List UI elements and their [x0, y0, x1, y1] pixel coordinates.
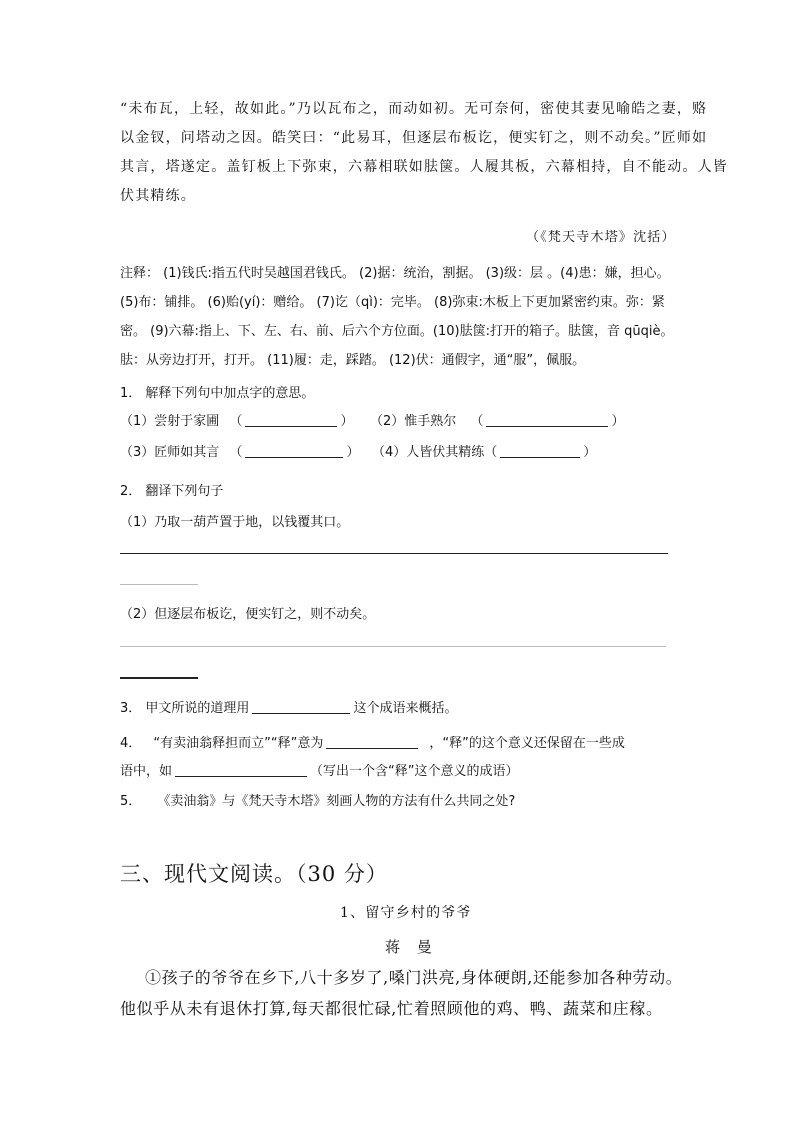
q1-item-3-open: （: [229, 445, 243, 460]
q1-item-3-label: （3）匠师如其言: [120, 445, 220, 460]
article-author: 蒋 曼: [385, 938, 438, 956]
q4-line2-pre: 语中，如: [120, 764, 173, 779]
section-3-heading: 三、现代文阅读。（30 分）: [120, 862, 388, 886]
article-para-line-1: ①孩子的爷爷在乡下,八十多岁了,嗓门洪亮,身体硬朗,还能参加各种劳动。: [145, 968, 683, 987]
q1-item-4-close: ）: [583, 445, 597, 460]
q4-line-2: [120, 760, 519, 779]
q5-text: 《卖油翁》与《梵天寺木塔》刻画人物的方法有什么共同之处?: [157, 794, 516, 809]
note-line-2: (5)布：铺排。 (6)贻(yí)：赠给。 (7)讫（qì)：完毕。 (8)弥束:木板上下更加紧密约束。弥：紧: [120, 295, 665, 310]
q2-title: 翻译下列句子: [145, 484, 224, 499]
q1-item-1-blank[interactable]: [245, 414, 337, 427]
q3-number: 3．: [120, 701, 142, 716]
q1-item-4-label: （4）人皆伏其精练: [372, 445, 485, 460]
q1-item-1-label: （1）尝射于家圃: [120, 414, 220, 429]
article-title: 1、留守乡村的爷爷: [340, 905, 472, 921]
q4-blank-2[interactable]: [175, 764, 307, 777]
classical-line-2: 以金钗，问塔动之因。皓笑曰：“此易耳，但逐层布板讫，便实钉之，则不动矣。”匠师如: [120, 130, 708, 146]
q1-item-2-close: ）: [611, 414, 625, 429]
note-line-3: 密。 (9)六幕:指上、下、左、右、前、后六个方位面。(10)胠箧:打开的箱子。胠箧，音 qūqiè。: [120, 324, 674, 339]
q1-item-4-blank[interactable]: [500, 445, 580, 458]
q4-line2-post: （写出一个含“释”这个意义的成语）: [310, 764, 519, 779]
q1-number: 1．: [120, 386, 142, 401]
q2-answer-line-1[interactable]: [120, 553, 668, 554]
classical-source: （《梵天寺木塔》沈括）: [526, 230, 676, 245]
q4-mid: ，“释”的这个意义还保留在一些成: [429, 736, 625, 751]
q1-item-2-label: （2）惟手熟尔: [370, 414, 457, 429]
q1-item-1-open: （: [229, 414, 243, 429]
q1-title: 解释下列句中加点字的意思。: [145, 386, 315, 401]
q1-item-4: [372, 441, 596, 460]
q3-blank[interactable]: [252, 701, 350, 714]
classical-line-4: 伏其精练。: [120, 188, 196, 204]
q2-answer-line-2b[interactable]: [120, 677, 198, 679]
q2-answer-line-1b[interactable]: [120, 584, 198, 585]
q1-item-3: [120, 441, 359, 460]
classical-line-1: “未布瓦，上轻，故如此。”乃以瓦布之，而动如初。无可奈何，密使其妻见喻皓之妻，赂: [120, 101, 708, 117]
q1-heading: [120, 382, 314, 401]
q1-item-2-blank[interactable]: [486, 414, 608, 427]
q1-item-1: [120, 410, 353, 429]
q2-sentence-1: （1）乃取一葫芦置于地，以钱覆其口。: [120, 515, 350, 530]
note-line-1: 注释： (1)钱氏:指五代时吴越国君钱氏。 (2)据：统治，割据。 (3)级：层 。(4)患：嫌，担心。: [120, 266, 670, 281]
note-line-4: 胠：从旁边打开，打开。 (11)履：走，踩踏。 (12)伏：通假字，通“服”，佩服。: [120, 353, 586, 368]
q4-line-1: [120, 732, 625, 751]
q1-item-4-open: （: [484, 445, 498, 460]
q4-pre: “有卖油翁释担而立”“释”意为: [153, 736, 324, 751]
q5-number: 5．: [120, 794, 142, 809]
q3: [120, 697, 457, 716]
q5: [120, 790, 515, 809]
q1-item-3-blank[interactable]: [245, 445, 343, 458]
q4-blank-1[interactable]: [326, 736, 418, 749]
q1-item-2: [370, 410, 624, 429]
q2-answer-line-2[interactable]: [120, 646, 666, 647]
article-para-line-2: 他似乎从未有退休打算,每天都很忙碌,忙着照顾他的鸡、鸭、蔬菜和庄稼。: [120, 999, 663, 1018]
q3-post: 这个成语来概括。: [353, 701, 458, 716]
q4-number: 4．: [120, 736, 142, 751]
q1-item-3-close: ）: [346, 445, 360, 460]
q2-heading: [120, 480, 223, 499]
q2-sentence-2: （2）但逐层布板讫，便实钉之，则不动矣。: [120, 607, 376, 622]
q1-item-1-close: ）: [340, 414, 354, 429]
q3-pre: 甲文所说的道理用: [145, 701, 250, 716]
classical-line-3: 其言，塔遂定。盖钉板上下弥束，六幕相联如胠箧。人履其板，六幕相持，自不能动。人皆: [120, 159, 728, 175]
q2-number: 2．: [120, 484, 142, 499]
q1-item-2-open: （: [470, 414, 484, 429]
